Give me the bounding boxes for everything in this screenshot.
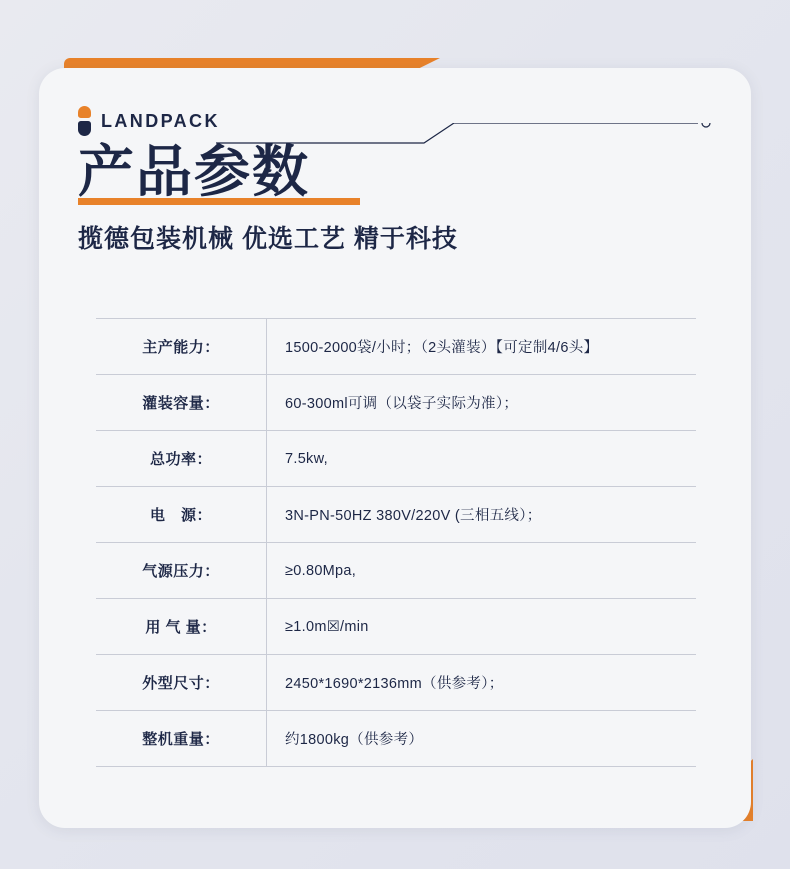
spec-value: 60-300ml可调（以袋子实际为准）； <box>267 375 697 431</box>
spec-label: 用 气 量： <box>96 599 267 655</box>
spec-value: 7.5kw, <box>267 431 697 487</box>
spec-label: 主产能力： <box>96 319 267 375</box>
spec-value: 3N-PN-50HZ 380V/220V (三相五线）； <box>267 487 697 543</box>
page-title: 产品参数 <box>78 140 310 203</box>
table-row <box>96 375 696 431</box>
page-subtitle: 揽德包装机械 优选工艺 精于科技 <box>78 225 458 254</box>
table-row <box>96 711 696 767</box>
spec-value: ≥1.0m☒/min <box>267 599 697 655</box>
spec-table <box>96 318 696 767</box>
spec-value: 2450*1690*2136mm（供参考）； <box>267 655 697 711</box>
table-row <box>96 543 696 599</box>
table-row <box>96 487 696 543</box>
table-row <box>96 319 696 375</box>
table-row <box>96 599 696 655</box>
spec-label: 总功率： <box>96 431 267 487</box>
spec-label: 整机重量： <box>96 711 267 767</box>
spec-table-body <box>96 319 696 767</box>
spec-label: 气源压力： <box>96 543 267 599</box>
brand-logo <box>78 106 220 136</box>
spec-value: 1500-2000袋/小时；（2头灌装）【可定制4/6头】 <box>267 319 697 375</box>
title-block <box>78 140 678 255</box>
landpack-dot-logo-icon <box>78 106 91 136</box>
spec-label: 外型尺寸： <box>96 655 267 711</box>
spec-label: 电 源： <box>96 487 267 543</box>
table-row <box>96 655 696 711</box>
spec-value: 约1800kg（供参考） <box>267 711 697 767</box>
brand-name: LANDPACK <box>101 110 220 131</box>
table-row <box>96 431 696 487</box>
spec-value: ≥0.80Mpa, <box>267 543 697 599</box>
spec-label: 灌装容量： <box>96 375 267 431</box>
